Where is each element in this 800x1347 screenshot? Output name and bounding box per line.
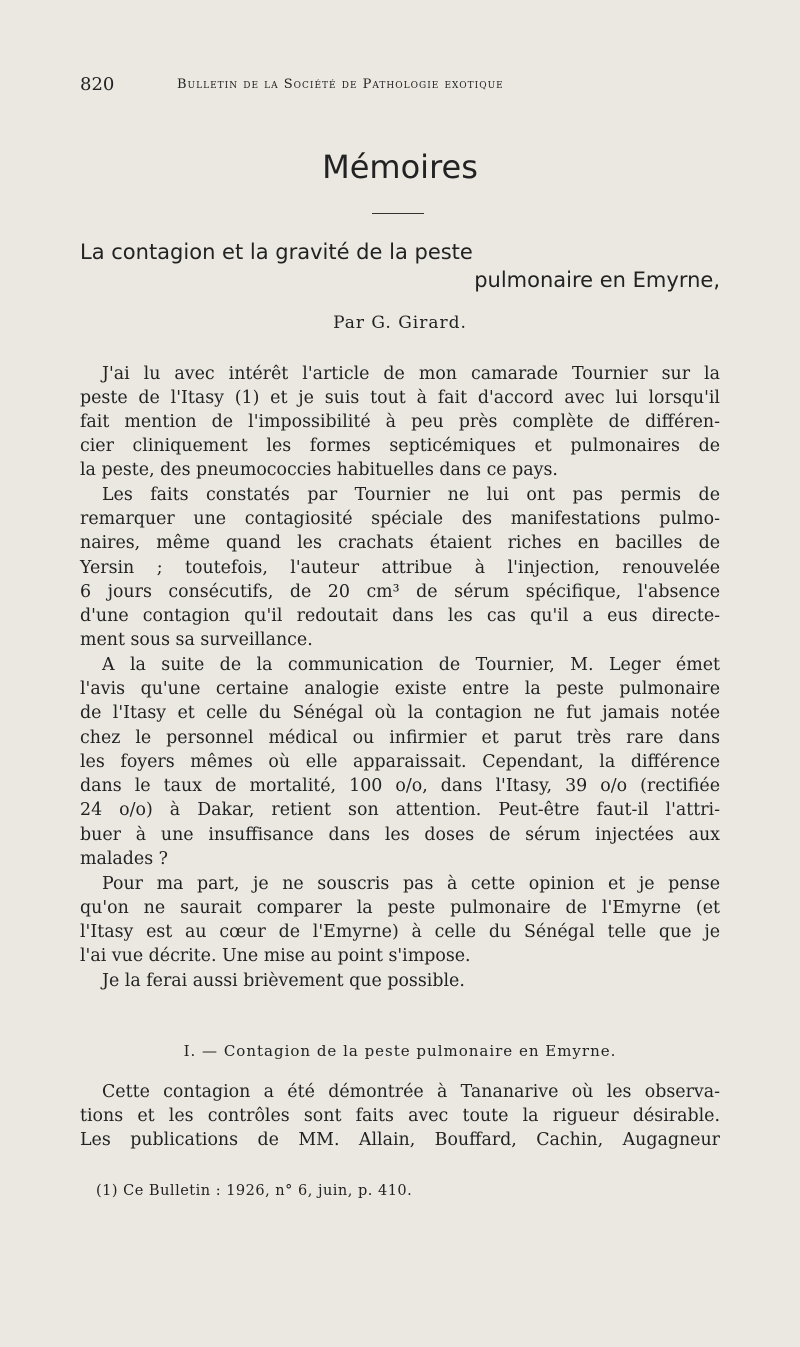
body-line: Yersin ; toutefois, l'auteur attribue à l'injection, renouvelée (80, 558, 720, 578)
body-line: tions et les contrôles sont faits avec toute la rigueur désirable. (80, 1106, 720, 1126)
running-head: Bulletin de la Société de Pathologie exotique (177, 77, 504, 92)
body-line: ment sous sa surveillance. (80, 630, 313, 650)
footnote: (1) Ce Bulletin : 1926, n° 6, juin, p. 410. (96, 1183, 413, 1199)
article-title-line-1: La contagion et la gravité de la peste (80, 240, 473, 264)
body-line: cier cliniquement les formes septicémiques et pulmonaires de (80, 436, 720, 456)
body-line: la peste, des pneumococcies habituelles dans ce pays. (80, 460, 558, 480)
body-line: l'ai vue décrite. Une mise au point s'impose. (80, 946, 471, 966)
body-line: dans le taux de mortalité, 100 o/o, dans l'Itasy, 39 o/o (rectifiée (80, 776, 720, 796)
section-subheading: I. — Contagion de la peste pulmonaire en Emyrne. (183, 1042, 617, 1060)
body-line: buer à une insuffisance dans les doses de sérum injectées aux (80, 825, 720, 845)
body-line: qu'on ne saurait comparer la peste pulmonaire de l'Emyrne (et (80, 898, 720, 918)
body-line: Je la ferai aussi brièvement que possible. (102, 971, 465, 991)
page-number: 820 (80, 74, 115, 95)
body-line: chez le personnel médical ou infirmier et parut très rare dans (80, 728, 720, 748)
body-line: fait mention de l'impossibilité à peu près complète de différen- (80, 412, 720, 432)
title-rule (372, 213, 424, 214)
body-line: A la suite de la communication de Tournier, M. Leger émet (102, 655, 720, 675)
body-line: l'Itasy est au cœur de l'Emyrne) à celle du Sénégal telle que je (80, 922, 720, 942)
body-line: remarquer une contagiosité spéciale des manifestations pulmo- (80, 509, 720, 529)
body-line: 6 jours consécutifs, de 20 cm³ de sérum spécifique, l'absence (80, 582, 720, 602)
body-line: peste de l'Itasy (1) et je suis tout à fait d'accord avec lui lorsqu'il (80, 388, 720, 408)
body-line: 24 o/o) à Dakar, retient son attention. Peut-être faut-il l'attri- (80, 800, 720, 820)
body-line: naires, même quand les crachats étaient riches en bacilles de (80, 533, 720, 553)
body-line: Cette contagion a été démontrée à Tananarive où les observa- (102, 1082, 720, 1102)
page-header (80, 74, 720, 104)
body-line: J'ai lu avec intérêt l'article de mon camarade Tournier sur la (102, 364, 720, 384)
byline: Par G. Girard. (333, 313, 467, 333)
body-line: l'avis qu'une certaine analogie existe entre la peste pulmonaire (80, 679, 720, 699)
body-line: les foyers mêmes où elle apparaissait. Cependant, la différence (80, 752, 720, 772)
article-title-line-2: pulmonaire en Emyrne, (474, 268, 720, 292)
body-line: Les publications de MM. Allain, Bouffard, Cachin, Augagneur (80, 1130, 720, 1150)
body-line: malades ? (80, 849, 168, 869)
section-title: Mémoires (322, 148, 478, 186)
body-line: d'une contagion qu'il redoutait dans les cas qu'il a eus directe- (80, 606, 720, 626)
body-line: de l'Itasy et celle du Sénégal où la contagion ne fut jamais notée (80, 703, 720, 723)
body-line: Pour ma part, je ne souscris pas à cette opinion et je pense (102, 874, 720, 894)
body-line: Les faits constatés par Tournier ne lui ont pas permis de (102, 485, 720, 505)
